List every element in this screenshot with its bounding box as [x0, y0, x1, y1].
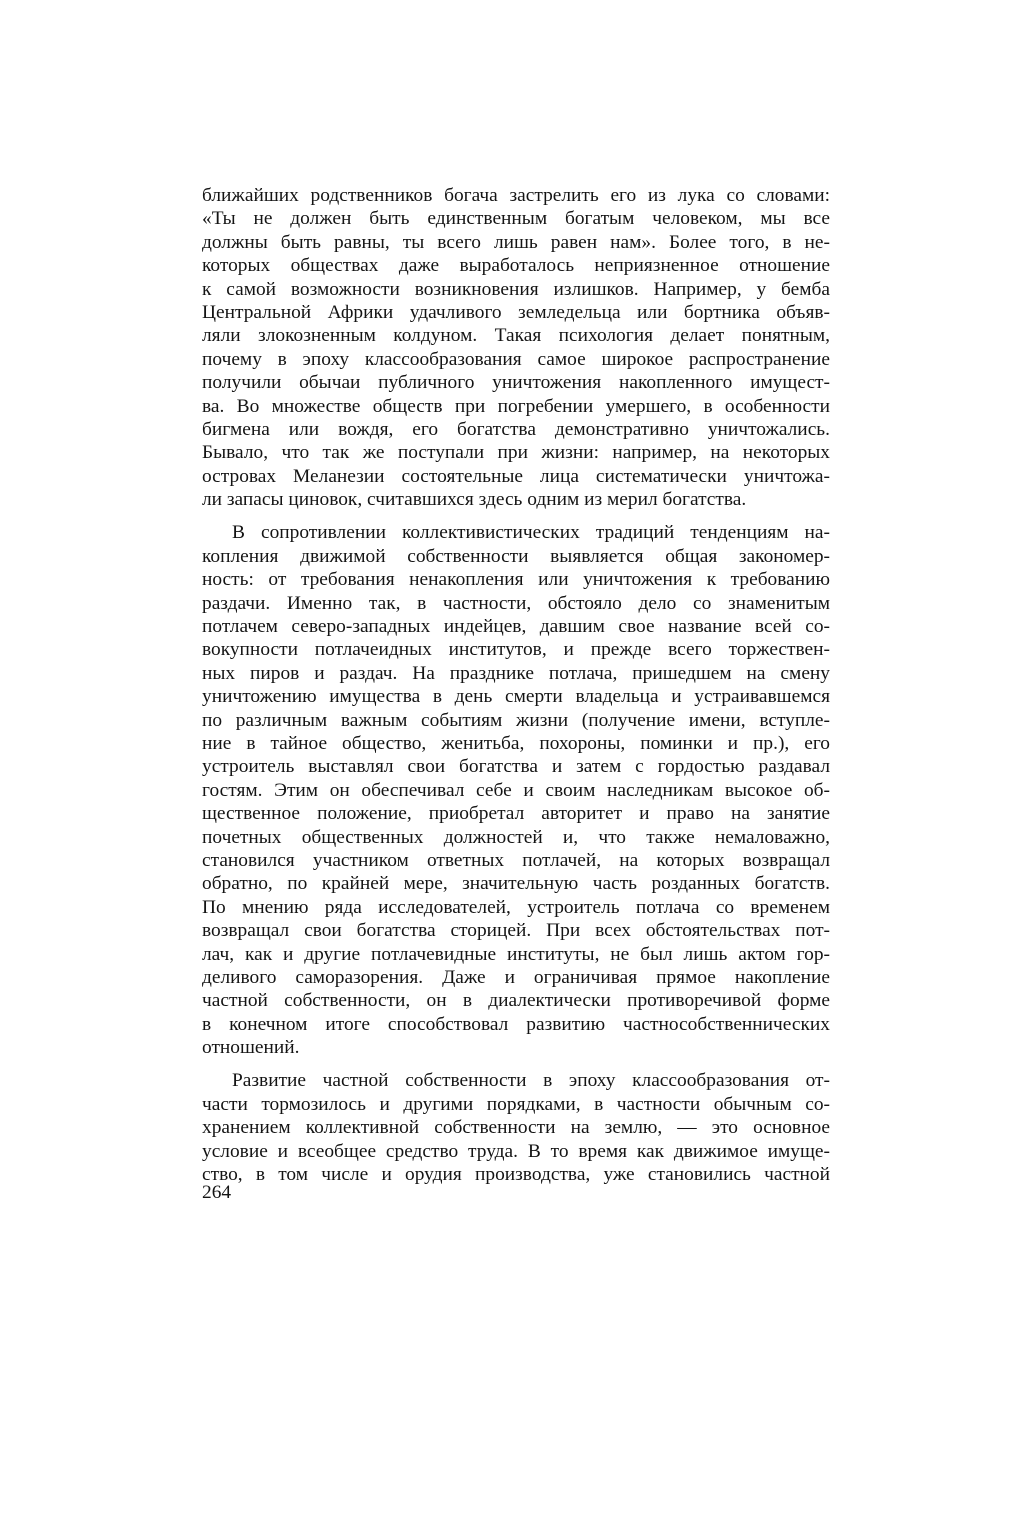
text-line: хранением коллективной собственности на землю, — это основное	[202, 1117, 830, 1139]
text-line: гостям. Этим он обеспечивал себе и своим наследникам высокое об-	[202, 779, 830, 801]
text-line: в конечном итоге способствовал развитию частнособственнических	[202, 1013, 830, 1035]
text-line: должны быть равны, ты всего лишь равен нам». Более того, в не-	[202, 231, 830, 253]
text-line: лач, как и другие потлачевидные институты, не был лишь актом гор-	[202, 943, 830, 965]
text-line: ние в тайное общество, женитьба, похороны, поминки и пр.), его	[202, 732, 830, 754]
text-line: Центральной Африки удачливого земледельца или бортника объяв-	[202, 301, 830, 323]
body-text	[202, 184, 830, 1186]
text-line: островах Меланезии состоятельные лица систематически уничтожа-	[202, 465, 830, 487]
paragraph-spacer	[202, 511, 830, 521]
text-line: щественное положение, приобретал авторитет и право на занятие	[202, 803, 830, 825]
text-line: части тормозилось и другими порядками, в частности обычным со-	[202, 1093, 830, 1115]
text-line: копления движимой собственности выявляется общая закономер-	[202, 545, 830, 567]
text-line: становился участником ответных потлачей, на которых возвращал	[202, 849, 830, 871]
text-line: к самой возможности возникновения излишков. Например, у бемба	[202, 278, 830, 300]
text-line: ных пиров и раздач. На празднике потлача, пришедшем на смену	[202, 662, 830, 684]
text-line: отношений.	[202, 1037, 300, 1059]
text-line: по различным важным событиям жизни (получение имени, вступле-	[202, 709, 830, 731]
text-line: потлачем северо-западных индейцев, давшим свое название всей со-	[202, 616, 830, 638]
text-line: частной собственности, он в диалектически противоречивой форме	[202, 990, 830, 1012]
paragraph-2	[202, 521, 830, 1059]
text-line: Бывало, что так же поступали при жизни: например, на некоторых	[202, 442, 830, 464]
text-line: почетных общественных должностей и, что также немаловажно,	[202, 826, 830, 848]
text-line: возвращал свои богатства сторицей. При всех обстоятельствах пот-	[202, 920, 830, 942]
text-line: получили обычаи публичного уничтожения накопленного имущест-	[202, 372, 830, 394]
text-line: ва. Во множестве обществ при погребении умершего, в особенности	[202, 395, 830, 417]
page-number: 264	[202, 1182, 232, 1203]
text-line: ность: от требования ненакопления или уничтожения к требованию	[202, 569, 830, 591]
text-line: В сопротивлении коллективистических традиций тенденциям на-	[232, 522, 830, 544]
text-line: уничтожению имущества в день смерти владельца и устраивавшемся	[202, 686, 830, 708]
text-line: деливого саморазорения. Даже и ограничивая прямое накопление	[202, 966, 830, 988]
paragraph-1	[202, 184, 830, 511]
text-line: ляли злокозненным колдуном. Такая психология делает понятным,	[202, 325, 830, 347]
text-line: ли запасы циновок, считавшихся здесь одним из мерил богатства.	[202, 489, 747, 511]
text-line: По мнению ряда исследователей, устроитель потлача со временем	[202, 896, 830, 918]
text-line: ближайших родственников богача застрелить его из лука со словами:	[202, 185, 830, 206]
text-line: ство, в том числе и орудия производства, уже становились частной	[202, 1164, 830, 1186]
text-line: обратно, по крайней мере, значительную часть розданных богатств.	[202, 873, 830, 895]
paragraph-spacer	[202, 1059, 830, 1069]
text-line: вокупности потлачеидных институтов, и прежде всего торжествен-	[202, 639, 830, 661]
text-line: которых обществах даже выработалось неприязненное отношение	[202, 255, 830, 277]
text-line: Развитие частной собственности в эпоху классообразования от-	[232, 1070, 830, 1092]
text-line: условие и всеобщее средство труда. В то время как движимое имуще-	[202, 1140, 830, 1162]
text-line: устроитель выставлял свои богатства и затем с гордостью раздавал	[202, 756, 830, 778]
text-line: бигмена или вождя, его богатства демонстративно уничтожались.	[202, 418, 830, 440]
text-line: раздачи. Именно так, в частности, обстояло дело со знаменитым	[202, 592, 830, 614]
paragraph-3	[202, 1069, 830, 1186]
text-line: почему в эпоху классообразования самое широкое распространение	[202, 348, 830, 370]
text-line: «Ты не должен быть единственным богатым человеком, мы все	[202, 208, 830, 230]
